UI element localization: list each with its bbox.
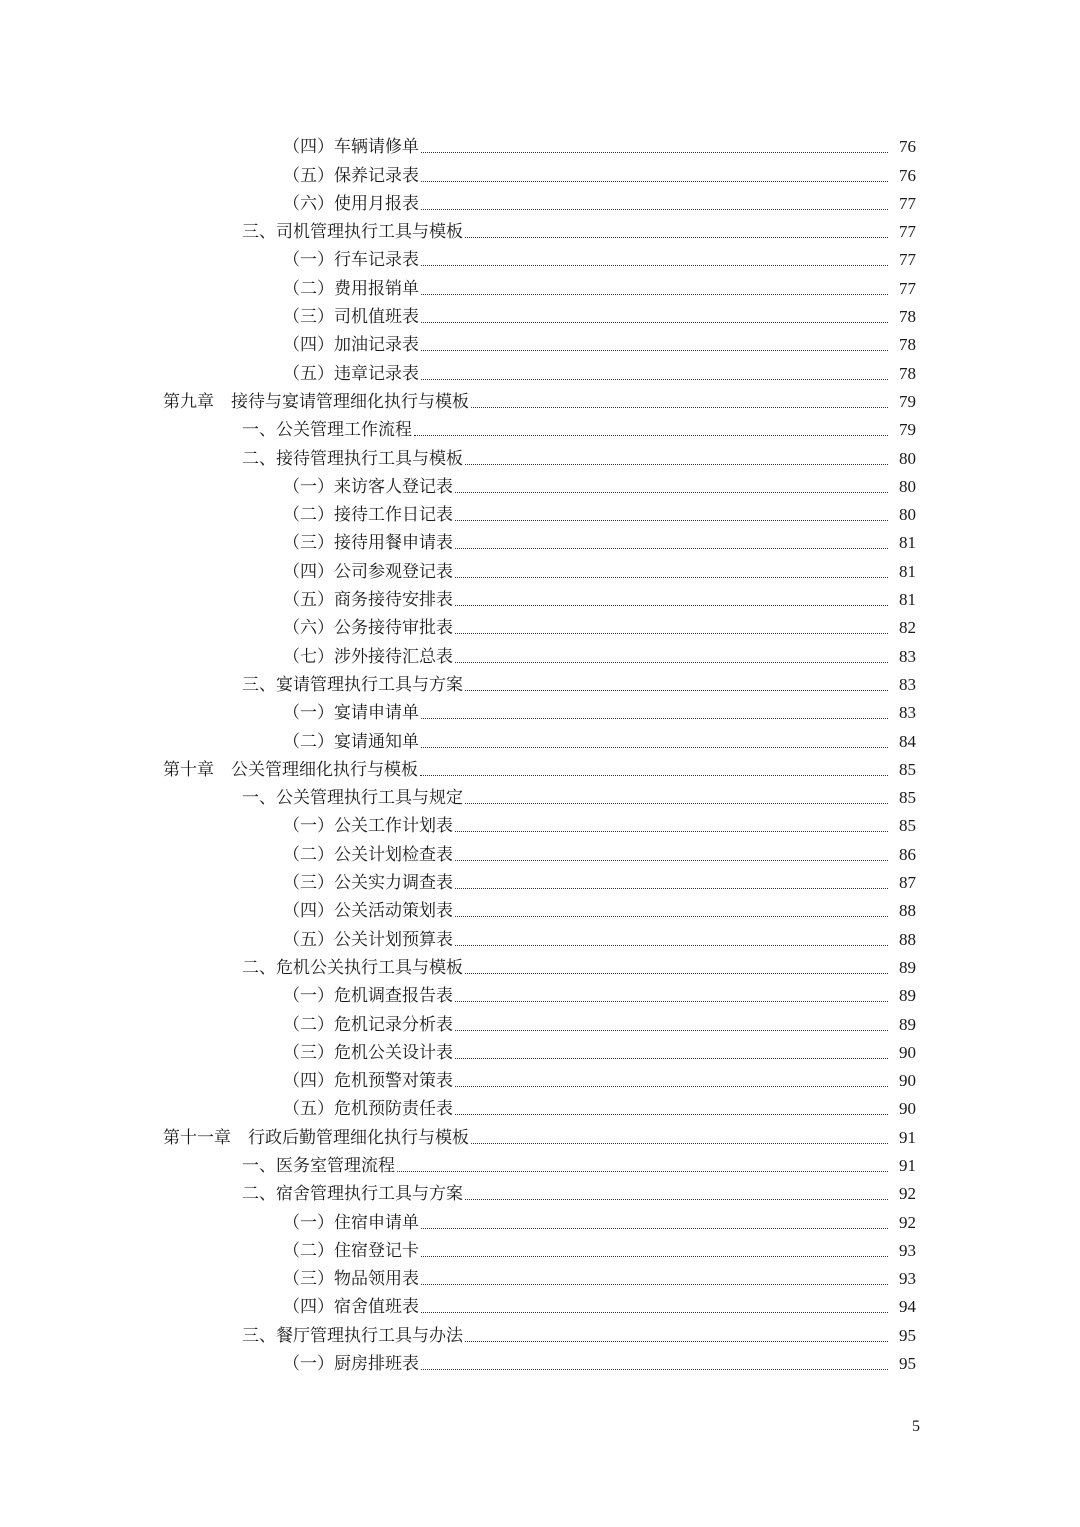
toc-entry-page: 76 <box>899 165 916 185</box>
toc-section-entry[interactable] <box>0 1179 1080 1207</box>
toc-section-entry[interactable] <box>0 783 1080 811</box>
toc-entry-title: （四）公关活动策划表 <box>283 901 453 922</box>
toc-subsection-entry[interactable] <box>0 160 1080 188</box>
toc-entry-title: 一、公关管理工作流程 <box>242 420 412 441</box>
toc-dot-leader <box>465 237 888 238</box>
toc-entry-title: 第十一章 行政后勤管理细化执行与模板 <box>163 1127 469 1148</box>
toc-dot-leader <box>421 322 888 323</box>
toc-entry-title: （三）危机公关设计表 <box>283 1042 453 1063</box>
toc-subsection-entry[interactable] <box>0 585 1080 613</box>
page-number: 5 <box>912 1418 920 1435</box>
toc-dot-leader <box>421 379 888 380</box>
toc-subsection-entry[interactable] <box>0 500 1080 528</box>
toc-subsection-entry[interactable] <box>0 132 1080 160</box>
toc-entry-page: 77 <box>899 193 916 213</box>
toc-dot-leader <box>421 209 888 210</box>
toc-entry-title: （四）加油记录表 <box>283 335 419 356</box>
toc-subsection-entry[interactable] <box>0 528 1080 556</box>
toc-entry-page: 89 <box>899 986 916 1006</box>
toc-entry-page: 93 <box>899 1240 916 1260</box>
toc-dot-leader <box>455 1058 888 1059</box>
toc-dot-leader <box>455 1114 888 1115</box>
toc-subsection-entry[interactable] <box>0 189 1080 217</box>
toc-entry-title: （四）宿舍值班表 <box>283 1297 419 1318</box>
toc-dot-leader <box>420 775 888 776</box>
toc-entry-page: 90 <box>899 1099 916 1119</box>
toc-entry-title: （一）公关工作计划表 <box>283 816 453 837</box>
toc-subsection-entry[interactable] <box>0 698 1080 726</box>
toc-section-entry[interactable] <box>0 670 1080 698</box>
toc-entry-page: 90 <box>899 1071 916 1091</box>
toc-subsection-entry[interactable] <box>0 896 1080 924</box>
toc-entry-title: 三、宴请管理执行工具与方案 <box>242 674 463 695</box>
toc-dot-leader <box>455 605 888 606</box>
toc-subsection-entry[interactable] <box>0 1009 1080 1037</box>
toc-dot-leader <box>455 492 888 493</box>
toc-subsection-entry[interactable] <box>0 1094 1080 1122</box>
toc-entry-page: 77 <box>899 222 916 242</box>
toc-dot-leader <box>421 1284 888 1285</box>
toc-entry-title: 一、医务室管理流程 <box>242 1155 395 1176</box>
toc-subsection-entry[interactable] <box>0 868 1080 896</box>
toc-entry-page: 85 <box>899 816 916 836</box>
toc-dot-leader <box>455 860 888 861</box>
toc-entry-page: 92 <box>899 1184 916 1204</box>
toc-subsection-entry[interactable] <box>0 924 1080 952</box>
toc-entry-title: 三、餐厅管理执行工具与办法 <box>242 1325 463 1346</box>
toc-dot-leader <box>421 265 888 266</box>
toc-dot-leader <box>465 464 888 465</box>
toc-entry-title: 第九章 接待与宴请管理细化执行与模板 <box>163 391 469 412</box>
toc-dot-leader <box>421 1228 888 1229</box>
toc-section-entry[interactable] <box>0 1151 1080 1179</box>
toc-chapter-entry[interactable] <box>0 387 1080 415</box>
toc-chapter-entry[interactable] <box>0 1122 1080 1150</box>
toc-subsection-entry[interactable] <box>0 472 1080 500</box>
toc-entry-title: （一）来访客人登记表 <box>283 476 453 497</box>
toc-entry-title: 三、司机管理执行工具与模板 <box>242 222 463 243</box>
toc-dot-leader <box>455 1086 888 1087</box>
toc-entry-page: 92 <box>899 1212 916 1232</box>
toc-entry-page: 83 <box>899 703 916 723</box>
toc-dot-leader <box>455 1001 888 1002</box>
toc-entry-title: （五）商务接待安排表 <box>283 590 453 611</box>
toc-entry-page: 88 <box>899 929 916 949</box>
toc-entry-title: （一）厨房排班表 <box>283 1354 419 1375</box>
toc-dot-leader <box>455 548 888 549</box>
toc-entry-page: 91 <box>899 1127 916 1147</box>
toc-entry-title: （二）接待工作日记表 <box>283 505 453 526</box>
toc-dot-leader <box>455 577 888 578</box>
toc-chapter-entry[interactable] <box>0 755 1080 783</box>
toc-dot-leader <box>465 1341 888 1342</box>
table-of-contents <box>0 132 1080 1377</box>
toc-entry-page: 95 <box>899 1354 916 1374</box>
toc-dot-leader <box>455 888 888 889</box>
toc-entry-page: 90 <box>899 1042 916 1062</box>
toc-subsection-entry[interactable] <box>0 1066 1080 1094</box>
toc-entry-title: （七）涉外接待汇总表 <box>283 646 453 667</box>
toc-entry-title: （三）司机值班表 <box>283 307 419 328</box>
toc-dot-leader <box>465 1199 888 1200</box>
toc-entry-page: 87 <box>899 873 916 893</box>
toc-entry-title: （五）保养记录表 <box>283 165 419 186</box>
toc-entry-title: （三）公关实力调查表 <box>283 873 453 894</box>
toc-dot-leader <box>455 945 888 946</box>
toc-entry-title: 第十章 公关管理细化执行与模板 <box>163 759 418 780</box>
toc-dot-leader <box>455 831 888 832</box>
toc-entry-title: （五）违章记录表 <box>283 363 419 384</box>
toc-entry-page: 89 <box>899 1014 916 1034</box>
toc-dot-leader <box>421 181 888 182</box>
toc-subsection-entry[interactable] <box>0 1292 1080 1320</box>
toc-entry-title: 二、危机公关执行工具与模板 <box>242 957 463 978</box>
toc-entry-title: （二）费用报销单 <box>283 278 419 299</box>
toc-entry-page: 76 <box>899 137 916 157</box>
toc-dot-leader <box>397 1171 888 1172</box>
toc-entry-page: 80 <box>899 448 916 468</box>
toc-dot-leader <box>421 1369 888 1370</box>
toc-dot-leader <box>421 1312 888 1313</box>
toc-entry-page: 78 <box>899 335 916 355</box>
toc-entry-title: （五）危机预防责任表 <box>283 1099 453 1120</box>
toc-entry-title: （二）住宿登记卡 <box>283 1240 419 1261</box>
toc-section-entry[interactable] <box>0 443 1080 471</box>
toc-subsection-entry[interactable] <box>0 358 1080 386</box>
toc-entry-page: 84 <box>899 731 916 751</box>
toc-entry-page: 88 <box>899 901 916 921</box>
toc-dot-leader <box>421 1256 888 1257</box>
toc-subsection-entry[interactable] <box>0 1207 1080 1235</box>
toc-entry-page: 83 <box>899 646 916 666</box>
toc-subsection-entry[interactable] <box>0 1038 1080 1066</box>
toc-dot-leader <box>421 747 888 748</box>
toc-entry-page: 85 <box>899 788 916 808</box>
toc-section-entry[interactable] <box>0 953 1080 981</box>
toc-subsection-entry[interactable] <box>0 1349 1080 1377</box>
toc-subsection-entry[interactable] <box>0 330 1080 358</box>
toc-subsection-entry[interactable] <box>0 811 1080 839</box>
toc-entry-page: 78 <box>899 307 916 327</box>
toc-entry-page: 79 <box>899 391 916 411</box>
toc-entry-title: （六）使用月报表 <box>283 193 419 214</box>
toc-entry-title: （一）宴请申请单 <box>283 703 419 724</box>
toc-entry-title: 一、公关管理执行工具与规定 <box>242 788 463 809</box>
toc-entry-page: 81 <box>899 533 916 553</box>
toc-dot-leader <box>455 633 888 634</box>
toc-entry-page: 85 <box>899 759 916 779</box>
toc-entry-page: 83 <box>899 674 916 694</box>
toc-subsection-entry[interactable] <box>0 1236 1080 1264</box>
toc-subsection-entry[interactable] <box>0 726 1080 754</box>
toc-entry-title: （二）公关计划检查表 <box>283 844 453 865</box>
toc-subsection-entry[interactable] <box>0 302 1080 330</box>
toc-dot-leader <box>455 1030 888 1031</box>
toc-entry-page: 86 <box>899 844 916 864</box>
toc-section-entry[interactable] <box>0 217 1080 245</box>
toc-entry-page: 91 <box>899 1155 916 1175</box>
toc-entry-title: （一）危机调查报告表 <box>283 986 453 1007</box>
toc-entry-page: 94 <box>899 1297 916 1317</box>
toc-section-entry[interactable] <box>0 1320 1080 1348</box>
toc-entry-title: （五）公关计划预算表 <box>283 929 453 950</box>
toc-dot-leader <box>471 1143 888 1144</box>
toc-entry-title: 二、宿舍管理执行工具与方案 <box>242 1184 463 1205</box>
toc-dot-leader <box>471 407 888 408</box>
toc-entry-page: 77 <box>899 278 916 298</box>
toc-entry-title: （二）宴请通知单 <box>283 731 419 752</box>
toc-entry-title: （二）危机记录分析表 <box>283 1014 453 1035</box>
toc-entry-title: （四）公司参观登记表 <box>283 561 453 582</box>
toc-dot-leader <box>455 662 888 663</box>
toc-dot-leader <box>455 520 888 521</box>
toc-entry-page: 93 <box>899 1269 916 1289</box>
toc-entry-page: 78 <box>899 363 916 383</box>
toc-subsection-entry[interactable] <box>0 556 1080 584</box>
toc-dot-leader <box>455 916 888 917</box>
toc-subsection-entry[interactable] <box>0 981 1080 1009</box>
toc-entry-title: （三）接待用餐申请表 <box>283 533 453 554</box>
toc-entry-page: 81 <box>899 561 916 581</box>
toc-entry-title: （六）公务接待审批表 <box>283 618 453 639</box>
toc-entry-page: 81 <box>899 590 916 610</box>
toc-entry-page: 80 <box>899 505 916 525</box>
toc-entry-page: 95 <box>899 1325 916 1345</box>
toc-dot-leader <box>421 152 888 153</box>
toc-dot-leader <box>421 718 888 719</box>
toc-subsection-entry[interactable] <box>0 273 1080 301</box>
toc-dot-leader <box>414 435 888 436</box>
toc-entry-title: 二、接待管理执行工具与模板 <box>242 448 463 469</box>
toc-entry-title: （四）危机预警对策表 <box>283 1071 453 1092</box>
toc-entry-title: （一）住宿申请单 <box>283 1212 419 1233</box>
toc-dot-leader <box>465 973 888 974</box>
toc-entry-page: 89 <box>899 957 916 977</box>
toc-entry-page: 79 <box>899 420 916 440</box>
toc-dot-leader <box>421 294 888 295</box>
toc-subsection-entry[interactable] <box>0 839 1080 867</box>
toc-dot-leader <box>421 350 888 351</box>
toc-entry-title: （四）车辆请修单 <box>283 137 419 158</box>
toc-dot-leader <box>465 690 888 691</box>
toc-entry-page: 80 <box>899 476 916 496</box>
toc-entry-page: 77 <box>899 250 916 270</box>
toc-entry-page: 82 <box>899 618 916 638</box>
toc-entry-title: （一）行车记录表 <box>283 250 419 271</box>
toc-subsection-entry[interactable] <box>0 245 1080 273</box>
toc-entry-title: （三）物品领用表 <box>283 1269 419 1290</box>
toc-section-entry[interactable] <box>0 415 1080 443</box>
toc-subsection-entry[interactable] <box>0 641 1080 669</box>
toc-dot-leader <box>465 803 888 804</box>
toc-subsection-entry[interactable] <box>0 613 1080 641</box>
toc-subsection-entry[interactable] <box>0 1264 1080 1292</box>
